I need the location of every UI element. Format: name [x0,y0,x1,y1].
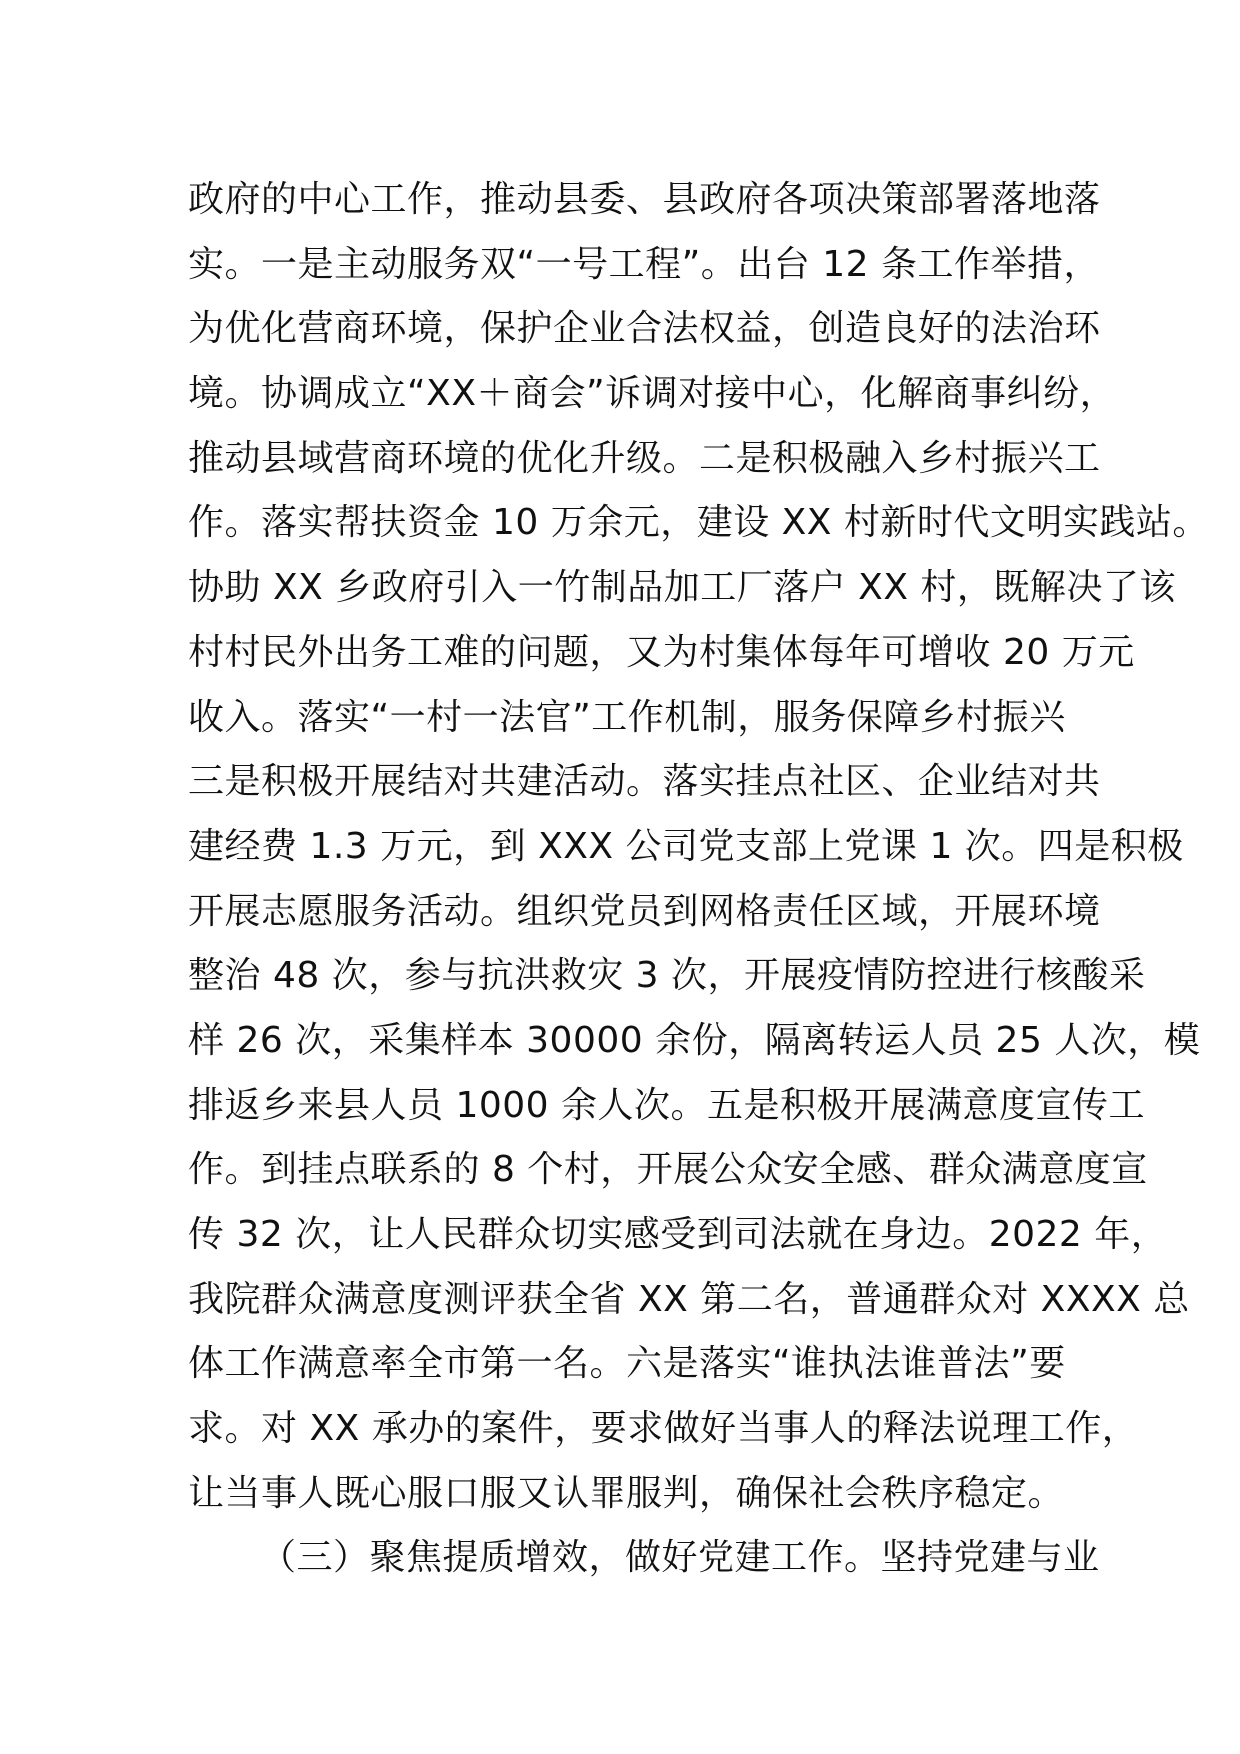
section-heading-line: （三）聚焦提质增效，做好党建工作。坚持党建与业 [260,1537,1100,1579]
text-line-6: 作。落实帮扶资金 10 万余元，建设 XX 村新时代文明实践站。 [188,502,1209,544]
text-line-10: 三是积极开展结对共建活动。落实挂点社区、企业结对共 [188,761,1101,803]
text-line-3: 为优化营商环境，保护企业合法权益，创造良好的法治环 [188,308,1101,350]
text-line-5: 推动县域营商环境的优化升级。二是积极融入乡村振兴工 [188,437,1101,479]
text-line-20: 求。对 XX 承办的案件，要求做好当事人的释法说理工作， [188,1408,1139,1450]
body-text [188,168,1209,1591]
text-line-9: 收入。落实“一村一法官”工作机制，服务保障乡村振兴 [188,696,1066,738]
text-line-17: 传 32 次，让人民群众切实感受到司法就在身边。2022 年， [188,1214,1168,1255]
text-line-14: 样 26 次，采集样本 30000 余份，隔离转运人员 25 人次，模 [188,1019,1201,1061]
text-line-1: 政府的中心工作，推动县委、县政府各项决策部署落地落 [188,179,1101,220]
text-line-2: 实。一是主动服务双“一号工程”。出台 12 条工作举措， [188,243,1100,285]
text-line-15: 排返乡来县人员 1000 余人次。五是积极开展满意度宣传工 [188,1084,1146,1126]
text-line-8: 村村民外出务工难的问题，又为村集体每年可增收 20 万元 [188,631,1135,673]
text-line-11: 建经费 1.3 万元，到 XXX 公司党支部上党课 1 次。四是积极 [188,825,1184,867]
text-line-19: 体工作满意率全市第一名。六是落实“谁执法谁普法”要 [188,1343,1066,1385]
text-line-4: 境。协调成立“XX＋商会”诉调对接中心，化解商事纠纷， [188,373,1117,415]
text-line-7: 协助 XX 乡政府引入一竹制品加工厂落户 XX 村，既解决了该 [188,567,1176,609]
text-line-16: 作。到挂点联系的 8 个村，开展公众安全感、群众满意度宣 [188,1149,1148,1191]
text-line-18: 我院群众满意度测评获全省 XX 第二名，普通群众对 XXXX 总 [188,1278,1190,1320]
text-line-13: 整治 48 次，参与抗洪救灾 3 次，开展疫情防控进行核酸采 [188,955,1146,997]
text-line-12: 开展志愿服务活动。组织党员到网格责任区域，开展环境 [188,890,1101,932]
text-line-21: 让当事人既心服口服又认罪服判，确保社会秩序稳定。 [188,1472,1065,1514]
